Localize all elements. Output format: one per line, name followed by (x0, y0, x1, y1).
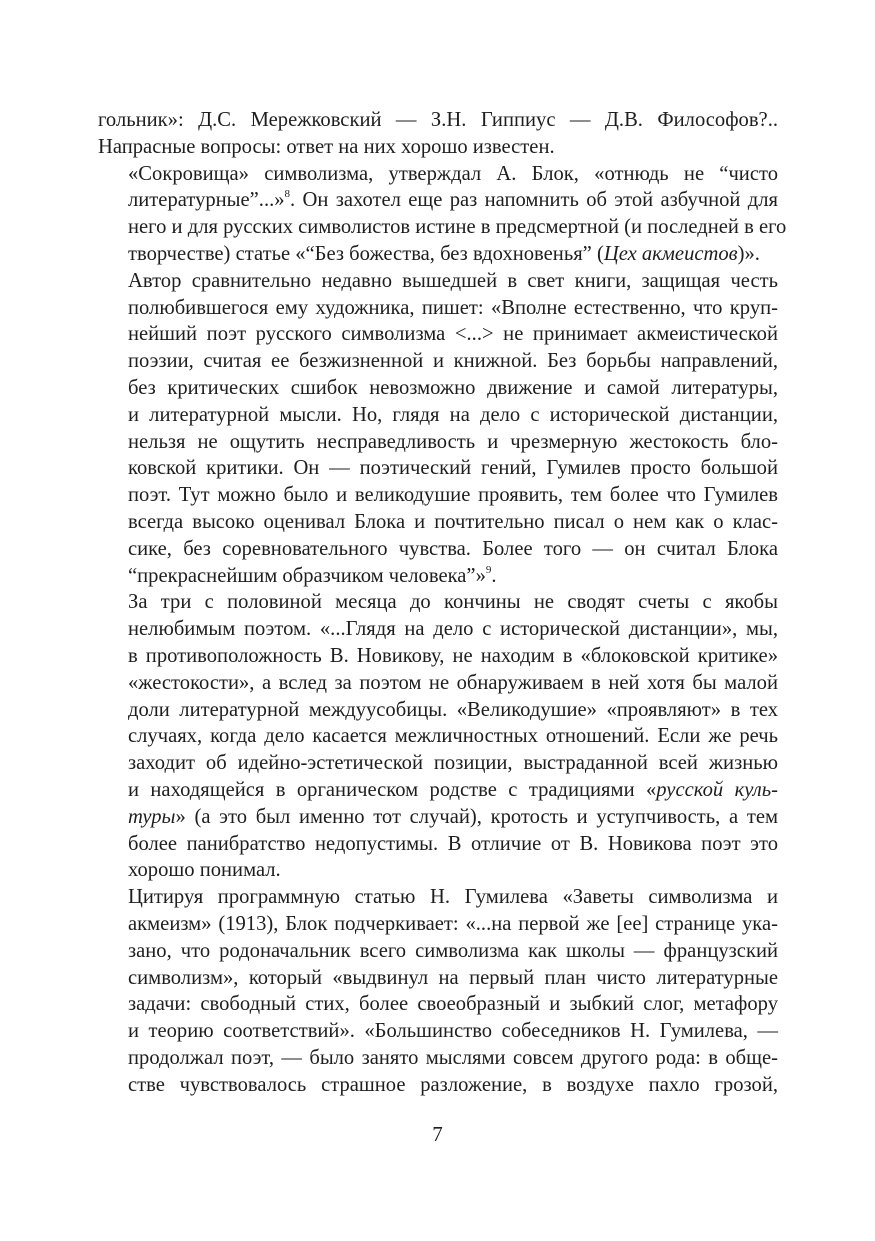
text-line: поэзии, считая ее безжизненной и книжной. Без борьбы направлений, (128, 350, 778, 373)
text-line: поэт. Тут можно было и великодушие проявить, тем более что Гумилев (128, 484, 778, 507)
text-line: сике, без соревновательного чувства. Более того — он считал Блока (128, 537, 778, 560)
text-line: нейший поэт русского символизма <...> не принимает акмеистической (128, 323, 778, 346)
text-line: заходит об идейно-эстетической позиции, выстраданной всей жизнью (128, 752, 778, 775)
text-line: Цитируя программную статью Н. Гумилева «Заветы символизма и (128, 886, 778, 909)
text-line: хорошо понимал. (128, 859, 281, 882)
text-line (98, 777, 778, 804)
paragraph (98, 161, 787, 268)
italic-title: Цех акмеистов (603, 242, 738, 265)
text-run: )». (737, 242, 760, 265)
text-line: и теорию соответствий». «Большинство собеседников Н. Гумилева, — (128, 1020, 778, 1043)
text-line: более панибратство недопустимы. В отличие от В. Новикова поэт это (128, 832, 778, 855)
italic-quote: туры (128, 805, 176, 828)
text-run: литературные”...» (128, 189, 285, 212)
text-line: в противоположность В. Новикову, не находим в «блоковской критике» (128, 644, 778, 667)
text-line: За три с половиной месяца до кончины не сводят счеты с якобы (128, 591, 778, 614)
text-run: . (491, 564, 497, 587)
text-line (98, 804, 778, 831)
paragraph (98, 268, 778, 590)
text-line: нельзя не ощутить несправедливость и чрезмерную жестокость бло- (128, 430, 778, 453)
text-line: и литературной мысли. Но, глядя на дело с исторической дистанции, (128, 403, 778, 426)
text-run: “прекраснейшим образчиком человека”» (128, 564, 486, 587)
text-line: символизм», который «выдвинул на первый план чисто литературные (128, 966, 778, 989)
text-line: доли литературной междуусобицы. «Великодушие» «проявляют» в тех (128, 698, 778, 721)
text-line: зано, что родоначальник всего символизма как школы — французский (128, 939, 778, 962)
text-line: без критических сшибок невозможно движение и самой литературы, (128, 376, 778, 399)
text-run: . Он захотел еще раз напомнить об этой азбучной для (290, 189, 778, 212)
page-number: 7 (432, 1122, 443, 1146)
paragraph (98, 107, 778, 161)
text-line: полюбившегося ему художника, пишет: «Вполне естественно, что круп- (128, 296, 778, 319)
text-line: «жестокости», а вслед за поэтом не обнаруживаем в ней хотя бы малой (128, 671, 778, 694)
footnote-ref[interactable]: 9 (485, 563, 492, 576)
text-line: нелюбимым поэтом. «...Глядя на дело с исторической дистанции», мы, (128, 618, 778, 641)
text-line: всегда высоко оценивал Блока и почтительно писал о нем как о клас- (128, 510, 778, 533)
text-run: творчестве) статье «“Без божества, без вдохновенья” ( (128, 242, 604, 265)
paragraph (98, 589, 778, 884)
footnote-ref[interactable]: 8 (284, 188, 291, 201)
page-body (98, 107, 787, 1098)
text-line: «Сокровища» символизма, утверждал А. Блок, «отнюдь не “чисто (128, 162, 778, 185)
text-line: акмеизм» (1913), Блок подчеркивает: «...на первой же [ее] странице ука- (128, 912, 778, 935)
text-line: Автор сравнительно недавно вышедшей в свет книги, защищая честь (128, 269, 778, 292)
text-line: стве чувствовалось страшное разложение, в воздухе пахло грозой, (128, 1073, 778, 1096)
italic-quote: русской куль- (656, 778, 778, 801)
text-line: случаях, когда дело касается межличностных отношений. Если же речь (128, 725, 778, 748)
text-line: Напрасные вопросы: ответ на них хорошо известен. (98, 135, 555, 158)
text-run: и находящейся в органическом родстве с традициями « (128, 778, 657, 801)
text-line (98, 241, 778, 268)
text-line: гольник»: Д.С. Мережковский — З.Н. Гиппиус — Д.В. Философов?.. (98, 109, 778, 131)
text-line: задачи: свободный стих, более своеобразный и зыбкий слог, метафору (128, 993, 778, 1016)
paragraph (98, 884, 778, 1098)
text-run: » (а это был именно тот случай), кротость и уступчивость, а тем (175, 805, 778, 828)
text-line: продолжал поэт, — было занято мыслями совсем другого рода: в обще- (128, 1046, 778, 1069)
text-line: него и для русских символистов истине в предсмертной (и последней в его (128, 216, 787, 239)
text-line (98, 563, 778, 590)
text-line: ковской критики. Он — поэтический гений, Гумилев просто большой (128, 457, 778, 480)
text-line (98, 187, 778, 214)
